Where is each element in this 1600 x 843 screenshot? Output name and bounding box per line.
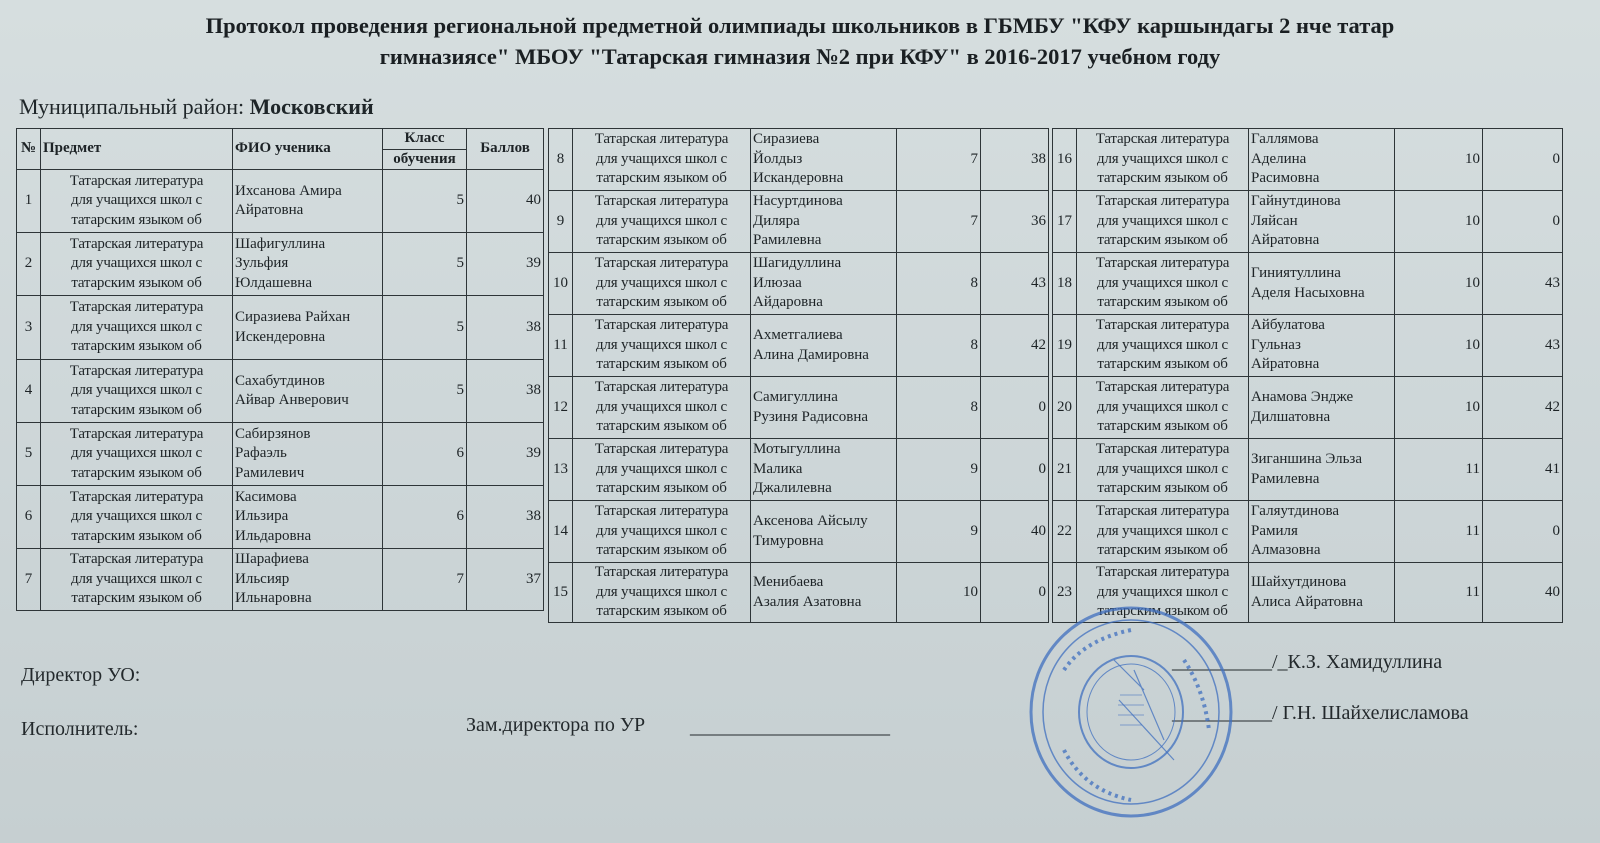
student-name-line: Касимова [235, 488, 297, 505]
class-cell: 6 [383, 423, 467, 486]
subject-line: для учащихся школ с [596, 212, 727, 229]
table-row [1053, 129, 1563, 191]
score-cell: 38 [981, 129, 1049, 191]
score-cell: 0 [1483, 191, 1563, 253]
subject-line: татарским языком об [71, 401, 202, 418]
class-cell: 10 [1395, 253, 1483, 315]
subject-line: Татарская литература [594, 131, 729, 148]
student-name-line: Айбулатова [1251, 317, 1325, 334]
subject-cell [41, 549, 233, 611]
subject-cell [573, 501, 751, 563]
results-table-3 [1052, 128, 1563, 623]
student-name-line: Шафигуллина [235, 235, 326, 252]
student-name-line: Рамилевна [753, 232, 822, 249]
score-cell: 43 [1483, 315, 1563, 377]
student-name-line: Диляра [753, 212, 800, 229]
subject-line: Татарская литература [69, 425, 204, 442]
student-name-line: Аделя Насыховна [1251, 284, 1365, 301]
subject-line: Татарская литература [69, 172, 204, 189]
subject-cell [573, 253, 751, 315]
district-value: Московский [249, 94, 374, 119]
student-name-line: Рамиля [1251, 522, 1298, 539]
header-class-top: Класс [383, 129, 467, 150]
subject-line: татарским языком об [71, 590, 202, 607]
class-cell: 10 [1395, 129, 1483, 191]
results-table-2-body [549, 129, 1049, 623]
subject-cell [1077, 563, 1249, 623]
district-label: Муниципальный район: [19, 94, 245, 119]
table-row [1053, 563, 1563, 623]
row-number: 2 [17, 233, 41, 296]
subject-line: Татарская литература [594, 193, 729, 210]
student-name-cell [1249, 563, 1395, 623]
subject-line: татарским языком об [596, 603, 727, 620]
subject-line: для учащихся школ с [596, 460, 727, 477]
table-row [17, 296, 544, 360]
student-name-line: Анамова Эндже [1251, 389, 1354, 405]
student-name-line: Айратовна [235, 202, 304, 218]
class-cell: 8 [897, 377, 981, 439]
subject-line: для учащихся школ с [1097, 212, 1228, 229]
student-name-line: Юлдашевна [235, 274, 312, 291]
student-name-line: Тимуровна [753, 532, 824, 549]
student-name-cell [233, 360, 383, 423]
student-name-line: Алиса Айратовна [1251, 593, 1363, 610]
row-number: 9 [549, 191, 573, 253]
class-cell: 11 [1395, 563, 1483, 623]
subject-line: Татарская литература [594, 564, 729, 581]
student-name-line: Ильзира [235, 508, 289, 525]
subject-line: татарским языком об [1097, 170, 1228, 187]
student-name-cell [751, 377, 897, 439]
student-name-cell [1249, 191, 1395, 253]
student-name-cell [751, 191, 897, 253]
subject-line: Татарская литература [69, 488, 204, 505]
student-name-line: Ильнаровна [235, 590, 312, 607]
student-name-cell [233, 170, 383, 233]
row-number: 11 [549, 315, 573, 377]
student-name-line: Алина Дамировна [753, 346, 869, 363]
subject-cell [41, 170, 233, 233]
student-name-line: Рамилевна [1251, 470, 1320, 487]
subject-line: Татарская литература [69, 551, 204, 568]
header-subject: Предмет [41, 129, 233, 170]
subject-line: татарским языком об [1097, 480, 1228, 497]
row-number: 20 [1053, 377, 1077, 439]
row-number: 15 [549, 563, 573, 623]
student-name-line: Гульназ [1251, 336, 1301, 353]
table-row [549, 129, 1049, 191]
row-number: 8 [549, 129, 573, 191]
student-name-cell [1249, 253, 1395, 315]
subject-line: татарским языком об [596, 542, 727, 559]
student-name-cell [1249, 129, 1395, 191]
subject-cell [573, 377, 751, 439]
subject-line: для учащихся школ с [71, 255, 202, 272]
class-cell: 10 [1395, 377, 1483, 439]
table-row [549, 439, 1049, 501]
class-cell: 5 [383, 296, 467, 360]
student-name-line: Зиганшина Эльза [1251, 451, 1363, 467]
header-class-bottom: обучения [383, 149, 467, 170]
subject-line: татарским языком об [596, 418, 727, 435]
table-row [1053, 191, 1563, 253]
student-name-cell [751, 253, 897, 315]
score-cell: 39 [467, 423, 544, 486]
class-cell: 5 [383, 360, 467, 423]
subject-line: Татарская литература [1095, 379, 1230, 396]
student-name-line: Насуртдинова [753, 193, 843, 210]
student-name-line: Ахметгалиева [753, 327, 843, 343]
row-number: 16 [1053, 129, 1077, 191]
results-table-2 [548, 128, 1049, 623]
subject-line: Татарская литература [1095, 193, 1230, 210]
score-cell: 40 [981, 501, 1049, 563]
score-cell: 43 [981, 253, 1049, 315]
subject-line: для учащихся школ с [596, 150, 727, 167]
subject-cell [1077, 253, 1249, 315]
score-cell: 40 [1483, 563, 1563, 623]
student-name-line: Рафаэль [235, 445, 287, 462]
class-cell: 9 [897, 439, 981, 501]
student-name-line: Сиразиева Райхан [235, 309, 351, 325]
results-table-1 [16, 128, 544, 611]
student-name-line: Джалилевна [753, 480, 832, 497]
subject-line: для учащихся школ с [596, 583, 727, 600]
student-name-line: Айратовна [1251, 356, 1320, 373]
class-cell: 10 [1395, 191, 1483, 253]
class-cell: 7 [897, 129, 981, 191]
subject-line: для учащихся школ с [596, 398, 727, 415]
subject-line: Татарская литература [594, 317, 729, 334]
student-name-cell [751, 315, 897, 377]
subject-line: для учащихся школ с [71, 192, 202, 209]
deputy-signature-line: ____________________ [690, 716, 890, 738]
subject-line: Татарская литература [1095, 503, 1230, 520]
table-row [1053, 253, 1563, 315]
table-row [17, 486, 544, 549]
table-row [549, 253, 1049, 315]
subject-cell [41, 360, 233, 423]
student-name-line: Айвар Анверович [235, 392, 349, 408]
table-row [549, 563, 1049, 623]
student-name-line: Дилшатовна [1251, 408, 1331, 425]
table-row [549, 191, 1049, 253]
subject-cell [1077, 315, 1249, 377]
subject-cell [41, 423, 233, 486]
subject-line: для учащихся школ с [596, 336, 727, 353]
student-name-line: Искендеровна [235, 328, 326, 345]
subject-line: для учащихся школ с [596, 522, 727, 539]
table-row [549, 501, 1049, 563]
student-name-line: Расимовна [1251, 170, 1320, 187]
subject-line: Татарская литература [69, 235, 204, 252]
title-line-2: гимназиясе" МБОУ "Татарская гимназия №2 при КФУ" в 2016-2017 учебном году [379, 44, 1221, 69]
class-cell: 8 [897, 315, 981, 377]
subject-cell [573, 315, 751, 377]
student-name-line: Азалия Азатовна [753, 593, 862, 610]
subject-line: для учащихся школ с [71, 508, 202, 525]
row-number: 10 [549, 253, 573, 315]
subject-line: татарским языком об [71, 527, 202, 544]
student-name-line: Галяутдинова [1251, 503, 1340, 520]
row-number: 21 [1053, 439, 1077, 501]
header-fio: ФИО ученика [233, 129, 383, 170]
deputy-signature: __________/ Г.Н. Шайхелисламова [1172, 702, 1469, 724]
subject-line: татарским языком об [71, 338, 202, 355]
subject-line: татарским языком об [71, 274, 202, 291]
student-name-line: Рамилевич [235, 464, 305, 481]
subject-line: Татарская литература [594, 379, 729, 396]
table-row [17, 233, 544, 296]
student-name-cell [233, 423, 383, 486]
executor-label: Исполнитель: [21, 718, 139, 740]
score-cell: 41 [1483, 439, 1563, 501]
student-name-line: Гиниятуллина [1251, 265, 1341, 281]
subject-cell [1077, 377, 1249, 439]
class-cell: 5 [383, 170, 467, 233]
subject-line: Татарская литература [1095, 317, 1230, 334]
student-name-cell [233, 296, 383, 360]
subject-cell [1077, 191, 1249, 253]
subject-cell [573, 563, 751, 623]
table-row [1053, 315, 1563, 377]
subject-line: татарским языком об [596, 294, 727, 311]
table-row [17, 360, 544, 423]
subject-line: Татарская литература [1095, 441, 1230, 458]
student-name-cell [751, 501, 897, 563]
class-cell: 10 [897, 563, 981, 623]
student-name-cell [233, 549, 383, 611]
table-row [17, 170, 544, 233]
row-number: 22 [1053, 501, 1077, 563]
subject-cell [1077, 129, 1249, 191]
subject-line: татарским языком об [1097, 603, 1228, 620]
subject-cell [41, 486, 233, 549]
row-number: 3 [17, 296, 41, 360]
class-cell: 10 [1395, 315, 1483, 377]
table-row [549, 377, 1049, 439]
subject-line: для учащихся школ с [71, 382, 202, 399]
row-number: 12 [549, 377, 573, 439]
student-name-line: Ильсияр [235, 570, 290, 587]
student-name-line: Зульфия [235, 255, 289, 272]
subject-line: Татарская литература [1095, 255, 1230, 272]
header-num: № [17, 129, 41, 170]
subject-line: Татарская литература [594, 255, 729, 272]
score-cell: 0 [1483, 129, 1563, 191]
student-name-cell [1249, 501, 1395, 563]
subject-line: татарским языком об [596, 356, 727, 373]
subject-line: татарским языком об [596, 232, 727, 249]
subject-line: татарским языком об [1097, 294, 1228, 311]
student-name-line: Айдаровна [753, 294, 823, 311]
student-name-line: Шагидуллина [753, 255, 842, 272]
score-cell: 0 [981, 439, 1049, 501]
subject-line: Татарская литература [594, 503, 729, 520]
row-number: 18 [1053, 253, 1077, 315]
results-table-1-body [17, 170, 544, 611]
student-name-line: Аделина [1251, 150, 1307, 167]
director-signature: __________/_К.З. Хамидуллина [1172, 651, 1443, 673]
student-name-line: Гайнутдинова [1251, 193, 1341, 210]
subject-line: для учащихся школ с [1097, 522, 1228, 539]
subject-line: татарским языком об [1097, 232, 1228, 249]
class-cell: 5 [383, 233, 467, 296]
score-cell: 0 [1483, 501, 1563, 563]
subject-line: Татарская литература [1095, 131, 1230, 148]
row-number: 5 [17, 423, 41, 486]
student-name-line: Самигуллина [753, 389, 838, 405]
class-cell: 8 [897, 253, 981, 315]
student-name-line: Йолдыз [753, 150, 803, 167]
class-cell: 9 [897, 501, 981, 563]
subject-line: татарским языком об [71, 211, 202, 228]
subject-line: для учащихся школ с [1097, 460, 1228, 477]
score-cell: 0 [981, 563, 1049, 623]
student-name-line: Алмазовна [1251, 542, 1321, 559]
table-row [549, 315, 1049, 377]
table-row [1053, 501, 1563, 563]
score-cell: 39 [467, 233, 544, 296]
student-name-line: Малика [753, 460, 803, 477]
subject-line: Татарская литература [594, 441, 729, 458]
subject-line: для учащихся школ с [71, 318, 202, 335]
student-name-line: Ихсанова Амира [235, 182, 342, 199]
class-cell: 7 [897, 191, 981, 253]
subject-line: татарским языком об [596, 170, 727, 187]
results-table-3-body [1053, 129, 1563, 623]
subject-cell [1077, 439, 1249, 501]
subject-cell [573, 439, 751, 501]
student-name-line: Искандеровна [753, 170, 844, 187]
subject-line: для учащихся школ с [1097, 398, 1228, 415]
subject-cell [573, 191, 751, 253]
table-row [1053, 377, 1563, 439]
table-row [17, 423, 544, 486]
subject-cell [1077, 501, 1249, 563]
row-number: 6 [17, 486, 41, 549]
row-number: 7 [17, 549, 41, 611]
row-number: 23 [1053, 563, 1077, 623]
student-name-line: Шайхутдинова [1251, 574, 1347, 590]
score-cell: 36 [981, 191, 1049, 253]
class-cell: 11 [1395, 439, 1483, 501]
student-name-line: Сабирзянов [235, 425, 311, 442]
student-name-line: Сахабутдинов [235, 372, 325, 389]
subject-line: Татарская литература [1095, 564, 1230, 581]
subject-line: для учащихся школ с [1097, 583, 1228, 600]
score-cell: 38 [467, 486, 544, 549]
subject-line: для учащихся школ с [596, 274, 727, 291]
class-cell: 11 [1395, 501, 1483, 563]
student-name-cell [233, 233, 383, 296]
student-name-line: Мотыгуллина [753, 441, 841, 458]
student-name-line: Рузиня Радисовна [753, 408, 869, 425]
row-number: 14 [549, 501, 573, 563]
subject-line: для учащихся школ с [1097, 150, 1228, 167]
subject-line: татарским языком об [1097, 542, 1228, 559]
score-cell: 42 [1483, 377, 1563, 439]
subject-line: татарским языком об [596, 480, 727, 497]
document-title [40, 10, 1560, 72]
subject-line: татарским языком об [71, 464, 202, 481]
row-number: 1 [17, 170, 41, 233]
subject-line: татарским языком об [1097, 418, 1228, 435]
row-number: 19 [1053, 315, 1077, 377]
student-name-cell [1249, 377, 1395, 439]
student-name-line: Аксенова Айсылу [753, 513, 868, 529]
score-cell: 40 [467, 170, 544, 233]
student-name-cell [751, 563, 897, 623]
score-cell: 38 [467, 360, 544, 423]
class-cell: 6 [383, 486, 467, 549]
header-score: Баллов [467, 129, 544, 170]
score-cell: 37 [467, 549, 544, 611]
subject-line: Татарская литература [69, 362, 204, 379]
student-name-line: Менибаева [753, 574, 824, 590]
student-name-cell [751, 129, 897, 191]
subject-line: Татарская литература [69, 299, 204, 316]
table-row [17, 549, 544, 611]
subject-line: для учащихся школ с [1097, 274, 1228, 291]
subject-line: для учащихся школ с [71, 570, 202, 587]
row-number: 17 [1053, 191, 1077, 253]
subject-cell [41, 296, 233, 360]
class-cell: 7 [383, 549, 467, 611]
row-number: 4 [17, 360, 41, 423]
table-row [1053, 439, 1563, 501]
student-name-line: Шарафиева [235, 551, 309, 568]
student-name-cell [751, 439, 897, 501]
student-name-line: Айратовна [1251, 232, 1320, 249]
deputy-label: Зам.директора по УР [466, 714, 646, 736]
student-name-line: Сиразиева [753, 131, 820, 148]
subject-line: для учащихся школ с [71, 445, 202, 462]
subject-cell [41, 233, 233, 296]
student-name-line: Галлямова [1251, 131, 1319, 148]
student-name-line: Ильдаровна [235, 527, 312, 544]
title-line-1: Протокол проведения региональной предметной олимпиады школьников в ГБМБУ "КФУ каршындагы 2 нче татар [205, 13, 1395, 38]
row-number: 13 [549, 439, 573, 501]
subject-cell [573, 129, 751, 191]
student-name-cell [1249, 439, 1395, 501]
subject-line: татарским языком об [1097, 356, 1228, 373]
student-name-cell [233, 486, 383, 549]
score-cell: 38 [467, 296, 544, 360]
subject-line: для учащихся школ с [1097, 336, 1228, 353]
district-line [19, 94, 374, 120]
score-cell: 0 [981, 377, 1049, 439]
student-name-line: Илюзаа [753, 274, 802, 291]
director-label: Директор УО: [21, 664, 141, 686]
score-cell: 43 [1483, 253, 1563, 315]
student-name-line: Ляйсан [1251, 212, 1298, 229]
student-name-cell [1249, 315, 1395, 377]
score-cell: 42 [981, 315, 1049, 377]
